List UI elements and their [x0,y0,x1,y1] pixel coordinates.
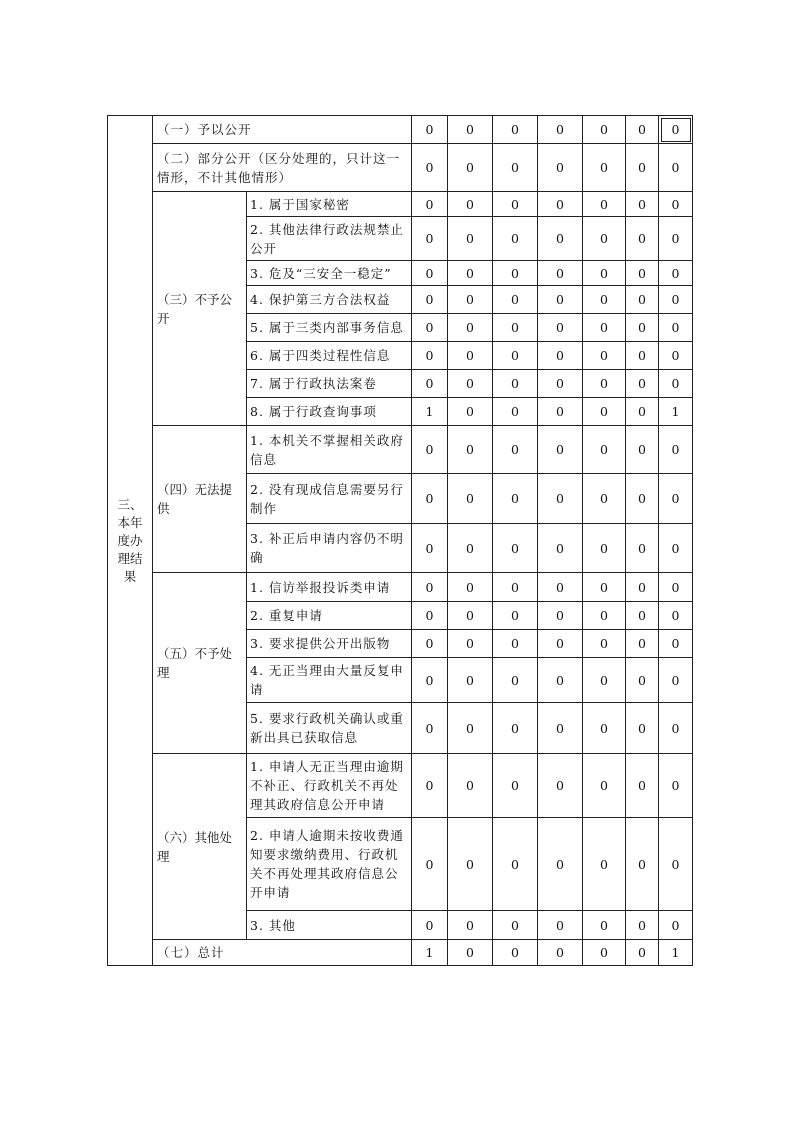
count-cell: 0 [659,630,693,658]
item-label: 1. 信访举报投诉类申请 [247,573,412,602]
count-cell: 0 [583,474,626,524]
count-cell: 0 [412,524,448,573]
count-cell: 0 [412,192,448,217]
count-cell: 0 [448,370,493,398]
table-row [108,426,693,474]
count-cell: 0 [448,116,493,144]
item-label: 5. 属于三类内部事务信息 [247,314,412,342]
count-cell: 0 [448,314,493,342]
count-cell: 0 [448,426,493,474]
count-cell: 0 [659,426,693,474]
count-cell: 0 [448,286,493,314]
table-row [108,192,693,217]
count-cell: 0 [626,524,659,573]
count-cell: 0 [538,602,583,630]
item-label: 4. 保护第三方合法权益 [247,286,412,314]
count-cell: 0 [538,658,583,703]
item-label: 5. 要求行政机关确认或重新出具已获取信息 [247,703,412,754]
count-cell: 0 [538,573,583,602]
count-cell: 0 [583,573,626,602]
count-cell: 0 [448,474,493,524]
count-cell: 0 [412,630,448,658]
count-cell: 0 [583,370,626,398]
count-cell: 0 [626,314,659,342]
section-label: 三、本年度办理结果 [108,116,153,966]
count-cell: 0 [659,286,693,314]
count-cell: 0 [626,818,659,911]
count-cell: 0 [583,314,626,342]
table-row [108,573,693,602]
count-cell: 0 [583,658,626,703]
count-cell: 0 [412,703,448,754]
count-cell: 0 [626,573,659,602]
count-cell: 0 [659,602,693,630]
count-cell: 0 [493,286,538,314]
count-cell: 1 [659,940,693,966]
group-label: （四）无法提供 [153,426,247,573]
count-cell: 0 [583,342,626,370]
count-cell: 0 [659,818,693,911]
count-cell: 0 [583,630,626,658]
count-cell: 0 [583,286,626,314]
count-cell: 0 [493,398,538,426]
table-row [108,116,693,144]
count-cell: 0 [626,474,659,524]
count-cell: 0 [493,426,538,474]
item-label: 3. 要求提供公开出版物 [247,630,412,658]
count-cell: 0 [493,658,538,703]
count-cell: 0 [538,192,583,217]
count-cell: 0 [538,524,583,573]
count-cell: 0 [412,602,448,630]
count-cell: 0 [493,630,538,658]
table-body [108,116,693,966]
group-label: （六）其他处理 [153,754,247,940]
count-cell: 0 [493,474,538,524]
count-cell: 0 [493,261,538,286]
item-label: 4. 无正当理由大量反复申请 [247,658,412,703]
count-cell: 0 [659,261,693,286]
count-cell: 0 [493,144,538,192]
count-cell: 0 [493,818,538,911]
count-cell: 0 [659,524,693,573]
count-cell: 0 [538,818,583,911]
count-cell: 0 [493,940,538,966]
count-cell: 1 [412,398,448,426]
count-cell: 0 [448,192,493,217]
count-cell: 0 [659,754,693,818]
count-cell: 0 [583,426,626,474]
count-cell: 0 [412,314,448,342]
item-label: 1. 本机关不掌握相关政府信息 [247,426,412,474]
count-cell: 0 [448,658,493,703]
count-cell: 0 [448,524,493,573]
count-cell: 0 [538,474,583,524]
count-cell: 1 [412,940,448,966]
count-cell: 0 [538,261,583,286]
count-cell: 0 [448,940,493,966]
count-cell: 0 [493,217,538,261]
count-cell: 0 [583,911,626,940]
count-cell: 0 [412,286,448,314]
item-label: 1. 申请人无正当理由逾期不补正、行政机关不再处理其政府信息公开申请 [247,754,412,818]
count-cell: 0 [583,940,626,966]
count-cell: 0 [659,116,693,144]
count-cell: 0 [538,398,583,426]
count-cell: 0 [626,602,659,630]
count-cell: 0 [583,398,626,426]
count-cell: 0 [626,630,659,658]
count-cell: 0 [412,370,448,398]
count-cell: 0 [412,426,448,474]
table-row [108,940,693,966]
count-cell: 0 [412,261,448,286]
count-cell: 0 [493,116,538,144]
count-cell: 0 [626,658,659,703]
item-label: 3. 其他 [247,911,412,940]
count-cell: 0 [448,911,493,940]
count-cell: 0 [659,192,693,217]
count-cell: 0 [626,911,659,940]
count-cell: 0 [493,342,538,370]
item-label: 1. 属于国家秘密 [247,192,412,217]
table-row [108,144,693,192]
count-cell: 0 [538,370,583,398]
count-cell: 0 [626,754,659,818]
count-cell: 0 [538,911,583,940]
count-cell: 0 [538,426,583,474]
category-label: （一）予以公开 [153,116,412,144]
count-cell: 0 [538,144,583,192]
count-cell: 0 [626,116,659,144]
count-cell: 0 [448,261,493,286]
category-label: （二）部分公开（区分处理的，只计这一情形，不计其他情形） [153,144,412,192]
count-cell: 0 [493,602,538,630]
item-label: 2. 申请人逾期未按收费通知要求缴纳费用、行政机关不再处理其政府信息公开申请 [247,818,412,911]
count-cell: 0 [626,261,659,286]
count-cell: 0 [412,342,448,370]
count-cell: 0 [493,911,538,940]
count-cell: 0 [626,144,659,192]
count-cell: 0 [583,192,626,217]
count-cell: 0 [538,314,583,342]
count-cell: 0 [626,217,659,261]
count-cell: 0 [448,342,493,370]
item-label: 2. 其他法律行政法规禁止公开 [247,217,412,261]
count-cell: 0 [538,342,583,370]
count-cell: 0 [659,144,693,192]
count-cell: 0 [448,754,493,818]
count-cell: 0 [493,524,538,573]
count-cell: 0 [412,217,448,261]
count-cell: 0 [493,754,538,818]
count-cell: 0 [626,370,659,398]
count-cell: 0 [412,116,448,144]
count-cell: 0 [583,524,626,573]
count-cell: 0 [493,370,538,398]
count-cell: 0 [626,703,659,754]
count-cell: 0 [538,754,583,818]
count-cell: 0 [448,630,493,658]
item-label: 3. 危及“三安全一稳定” [247,261,412,286]
count-cell: 0 [448,398,493,426]
count-cell: 0 [583,818,626,911]
disposal-results-table [107,115,693,966]
count-cell: 0 [493,314,538,342]
count-cell: 0 [659,703,693,754]
count-cell: 0 [659,573,693,602]
count-cell: 0 [659,911,693,940]
count-cell: 0 [538,630,583,658]
count-cell: 0 [538,703,583,754]
count-cell: 0 [583,144,626,192]
count-cell: 0 [448,703,493,754]
count-cell: 0 [659,370,693,398]
count-cell: 0 [538,286,583,314]
category-label: （七）总计 [153,940,412,966]
item-label: 7. 属于行政执法案卷 [247,370,412,398]
count-cell: 0 [538,116,583,144]
table-row [108,754,693,818]
item-label: 2. 没有现成信息需要另行制作 [247,474,412,524]
count-cell: 0 [583,754,626,818]
count-cell: 0 [659,658,693,703]
count-cell: 0 [412,474,448,524]
item-label: 8. 属于行政查询事项 [247,398,412,426]
group-label: （三）不予公开 [153,192,247,426]
count-cell: 0 [583,116,626,144]
count-cell: 0 [493,573,538,602]
item-label: 3. 补正后申请内容仍不明确 [247,524,412,573]
count-cell: 0 [412,658,448,703]
count-cell: 0 [412,144,448,192]
count-cell: 1 [659,398,693,426]
count-cell: 0 [626,426,659,474]
count-cell: 0 [412,911,448,940]
count-cell: 0 [583,261,626,286]
count-cell: 0 [659,474,693,524]
count-cell: 0 [448,818,493,911]
count-cell: 0 [448,573,493,602]
count-cell: 0 [412,573,448,602]
count-cell: 0 [583,217,626,261]
count-cell: 0 [493,703,538,754]
count-cell: 0 [659,314,693,342]
count-cell: 0 [626,342,659,370]
count-cell: 0 [659,342,693,370]
count-cell: 0 [412,818,448,911]
count-cell: 0 [448,217,493,261]
count-cell: 0 [448,144,493,192]
item-label: 6. 属于四类过程性信息 [247,342,412,370]
group-label: （五）不予处理 [153,573,247,754]
count-cell: 0 [583,602,626,630]
count-cell: 0 [583,703,626,754]
count-cell: 0 [626,192,659,217]
count-cell: 0 [538,217,583,261]
item-label: 2. 重复申请 [247,602,412,630]
count-cell: 0 [626,398,659,426]
count-cell: 0 [626,286,659,314]
count-cell: 0 [448,602,493,630]
count-cell: 0 [538,940,583,966]
count-cell: 0 [493,192,538,217]
count-cell: 0 [412,754,448,818]
count-cell: 0 [659,217,693,261]
count-cell: 0 [626,940,659,966]
